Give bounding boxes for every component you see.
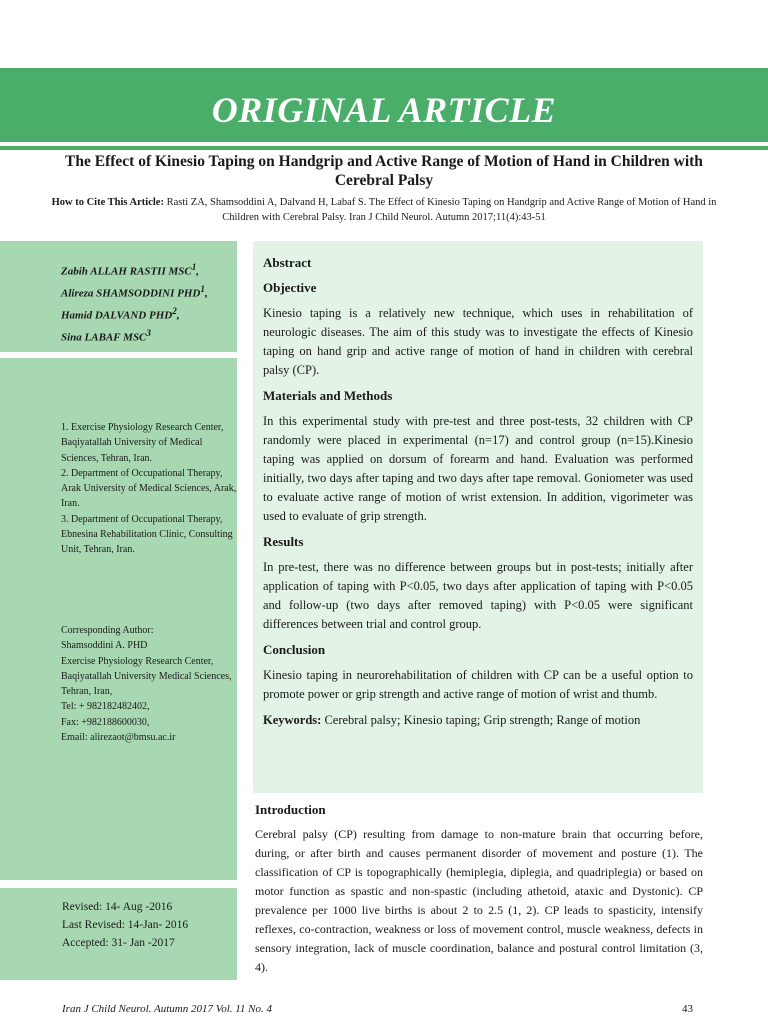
introduction	[255, 800, 703, 977]
affiliation: 3. Department of Occupational Therapy, Ebnesina Rehabilitation Clinic, Consulting Unit, Tehran, Iran.	[61, 513, 233, 556]
abstract-heading: Abstract	[263, 255, 312, 270]
conclusion-text: Kinesio taping in neurorehabilitation of children with CP can be a useful option to promote power or grip strength and active range of motion of wrist and thumb.	[263, 668, 693, 701]
authors-box	[0, 241, 237, 352]
abstract-box	[253, 241, 703, 793]
keywords-label: Keywords:	[263, 713, 322, 727]
affiliations	[61, 420, 237, 558]
corresponding-tel: Tel: + 982182482402,	[61, 701, 150, 713]
methods-heading: Materials and Methods	[263, 388, 393, 403]
results-text: In pre-test, there was no difference between groups but in post-tests; initially after application of taping with P<0.05, two days after application of taping with P<0.05 and follow-up (two days after removed taping) with P<0.05 were significant differences between trial and control group.	[263, 560, 693, 631]
citation	[50, 196, 718, 225]
author: Zabih ALLAH RASTII MSC$^1$,	[61, 262, 200, 278]
affiliation: 1. Exercise Physiology Research Center, Baqiyatallah University of Medical Sciences, Tehran, Iran.	[61, 422, 224, 464]
dates-box	[0, 888, 237, 980]
corresponding-email: Email: alirezaot@bmsu.ac.ir	[61, 732, 176, 744]
accepted-date: Accepted: 31- Jan -2017	[62, 937, 175, 949]
methods-text: In this experimental study with pre-test and three post-tests, 32 children with CP randomly were placed in experimental (n=17) and control group (n=15).Kinesio taping was applied on dorsum of forearm and hand. Evaluation was performed initially, two days after taping and two days after tape removal. Goniometer was used to evaluate active range of motion of wrist extension. In addition, vigorimeter was used to evaluate of grip strength.	[263, 414, 693, 523]
author: Sina LABAF MSC$^3$	[61, 328, 151, 345]
page-number: 43	[682, 1003, 693, 1015]
corresponding-address: Exercise Physiology Research Center, Baqiyatallah University Medical Sciences, Tehran, Iran,	[61, 655, 232, 698]
corresponding-author	[61, 623, 237, 745]
corresponding-fax: Fax: +982188600030,	[61, 716, 150, 728]
author: Hamid DALVAND PHD$^2$,	[61, 306, 180, 322]
footer-journal: Iran J Child Neurol. Autumn 2017 Vol. 11 No. 4	[62, 1003, 273, 1015]
citation-text: Rasti ZA, Shamsoddini A, Dalvand H, Labaf S. The Effect of Kinesio Taping on Handgrip and Active Range of Motion of Hand in Children with Cerebral Palsy. Iran J Child Neurol. Autumn 2017;11(4):43-51	[166, 197, 717, 223]
affiliation: 2. Department of Occupational Therapy, Arak University of Medical Sciences, Arak, Iran.	[61, 467, 237, 510]
section-title: ORIGINAL ARTICLE	[211, 90, 557, 130]
keywords-text: Cerebral palsy; Kinesio taping; Grip strength; Range of motion	[324, 713, 641, 727]
introduction-text: Cerebral palsy (CP) resulting from damage to non-mature brain that occurring before, during, or after birth and causes permanent disorder of movement and posture (1). The classification of CP is topographically (hemiplegia, diplegia, and quadriplegia) or based on motor function as spastic and non-spastic (including athetoid, ataxic and Dystonic). CP prevalence per 1000 live births is about 2 to 2.5 (1, 2). CP leads to spasticity, intensify reflexes, co-contraction, weakness or loss of movement control, muscle weakness, defects in sensory integration, lack of muscle coordination, balance and postural control limitation (3, 4).	[255, 827, 703, 974]
author: Alireza SHAMSODDINI PHD$^1$,	[61, 284, 208, 300]
header-divider	[0, 146, 768, 150]
corresponding-name: Shamsoddini A. PHD	[61, 640, 148, 652]
introduction-heading: Introduction	[255, 802, 326, 817]
conclusion-heading: Conclusion	[263, 642, 326, 657]
results-heading: Results	[263, 534, 304, 549]
objective-heading: Objective	[263, 280, 317, 295]
revised-date: Revised: 14- Aug -2016	[62, 901, 173, 913]
objective-text: Kinesio taping is a relatively new technique, which uses in rehabilitation of neurologic diseases. The aim of this study was to investigate the effects of Kinesio taping on hand grip and active range of motion of hand in children with cerebral palsy (CP).	[263, 306, 693, 377]
paper-title: The Effect of Kinesio Taping on Handgrip and Active Range of Motion of Hand in Children with Cerebral Palsy	[65, 153, 703, 189]
citation-label: How to Cite This Article:	[51, 197, 164, 208]
last-revised-date: Last Revised: 14-Jan- 2016	[62, 919, 189, 931]
corresponding-label: Corresponding Author:	[61, 625, 154, 636]
keywords	[263, 711, 693, 730]
